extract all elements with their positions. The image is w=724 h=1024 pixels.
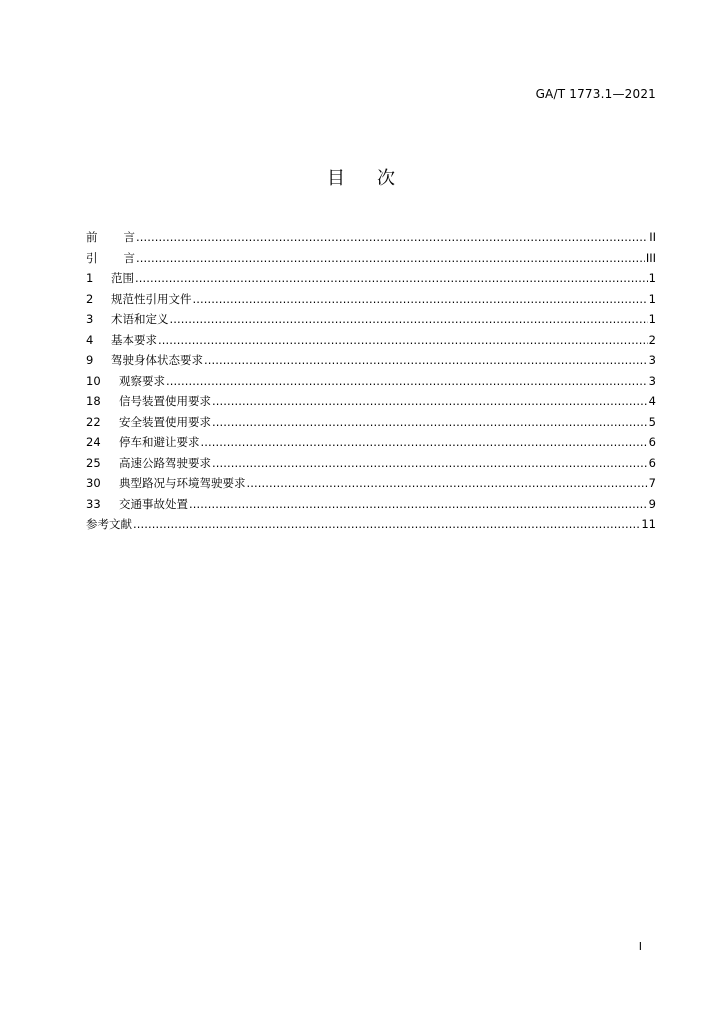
toc-entry-safety-devices[interactable] <box>86 415 656 436</box>
toc-entry-signal-devices[interactable] <box>86 394 656 415</box>
toc-entry-number: 1 <box>86 271 94 285</box>
toc-entry-number: 9 <box>86 353 94 367</box>
toc-entry-page: 9 <box>648 496 656 511</box>
toc-entry-normative-references[interactable] <box>86 292 656 313</box>
toc-title-first-char: 目 <box>327 168 347 189</box>
toc-entry-page: 5 <box>648 414 656 429</box>
toc-dot-leader <box>158 333 648 347</box>
toc-entry-label: 驾驶身体状态要求 <box>111 353 203 367</box>
toc-entry-label: 停车和避让要求 <box>119 435 200 449</box>
toc-entry-label: 观察要求 <box>119 373 165 388</box>
toc-entry-label: 信号装置使用要求 <box>119 394 211 408</box>
toc-dot-leader <box>204 353 648 367</box>
toc-dot-leader <box>133 517 640 531</box>
toc-dot-leader <box>189 497 648 511</box>
toc-entry-observation[interactable] <box>86 374 656 395</box>
toc-entry-introduction[interactable] <box>86 251 656 272</box>
document-code: GA/T 1773.1—2021 <box>535 87 656 101</box>
toc-entry-parking-yielding[interactable] <box>86 435 656 456</box>
toc-dot-leader <box>136 230 648 244</box>
toc-entry-bibliography[interactable] <box>86 517 656 538</box>
toc-entry-page: 2 <box>648 332 656 347</box>
toc-entry-number: 10 <box>86 373 101 388</box>
toc-entry-number: 3 <box>86 312 94 326</box>
toc-entry-label: 术语和定义 <box>111 312 169 326</box>
toc-entry-label: 高速公路驾驶要求 <box>119 455 211 470</box>
toc-entry-label: 范围 <box>111 271 134 285</box>
toc-title <box>0 164 724 190</box>
toc-entry-page: 11 <box>641 517 656 531</box>
toc-entry-label: 引 言 <box>86 250 135 265</box>
toc-entry-foreword[interactable] <box>86 230 656 251</box>
toc-title-second-char: 次 <box>377 168 397 189</box>
page-number: I <box>638 940 642 953</box>
toc-entry-page: 6 <box>648 435 656 449</box>
toc-dot-leader <box>170 312 648 326</box>
toc-entry-label: 基本要求 <box>111 332 157 347</box>
toc-dot-leader <box>212 456 648 470</box>
toc-entry-number: 25 <box>86 455 101 470</box>
toc-dot-leader <box>193 292 648 306</box>
toc-dot-leader <box>135 271 648 285</box>
toc-entry-page: 1 <box>648 312 656 326</box>
toc-entry-number: 4 <box>86 332 94 347</box>
toc-entry-label: 前 言 <box>86 230 135 244</box>
table-of-contents <box>86 230 656 538</box>
toc-entry-driver-physical-condition[interactable] <box>86 353 656 374</box>
toc-entry-page: III <box>645 250 656 265</box>
toc-entry-number: 18 <box>86 394 101 408</box>
toc-entry-expressway-driving[interactable] <box>86 456 656 477</box>
toc-dot-leader <box>136 251 645 265</box>
toc-entry-label: 参考文献 <box>86 517 132 531</box>
toc-entry-number: 2 <box>86 291 94 306</box>
toc-dot-leader <box>212 415 648 429</box>
toc-entry-number: 22 <box>86 414 101 429</box>
toc-entry-page: 3 <box>648 353 656 367</box>
toc-entry-page: II <box>649 230 656 244</box>
toc-entry-label: 规范性引用文件 <box>111 291 192 306</box>
toc-entry-terms-definitions[interactable] <box>86 312 656 333</box>
toc-entry-page: 1 <box>648 291 656 306</box>
toc-entry-basic-requirements[interactable] <box>86 333 656 354</box>
toc-dot-leader <box>247 476 648 490</box>
toc-entry-page: 6 <box>648 455 656 470</box>
toc-dot-leader <box>166 374 648 388</box>
toc-entry-scope[interactable] <box>86 271 656 292</box>
toc-entry-number: 30 <box>86 476 101 490</box>
toc-entry-page: 1 <box>648 271 656 285</box>
toc-entry-page: 3 <box>648 373 656 388</box>
toc-entry-page: 4 <box>648 394 656 408</box>
toc-entry-label: 典型路况与环境驾驶要求 <box>119 476 246 490</box>
toc-entry-label: 安全装置使用要求 <box>119 414 211 429</box>
toc-entry-number: 24 <box>86 435 101 449</box>
toc-dot-leader <box>201 435 648 449</box>
toc-entry-typical-road-conditions[interactable] <box>86 476 656 497</box>
toc-entry-accident-handling[interactable] <box>86 497 656 518</box>
toc-entry-page: 7 <box>648 476 656 490</box>
toc-entry-number: 33 <box>86 496 101 511</box>
toc-entry-label: 交通事故处置 <box>119 496 188 511</box>
toc-dot-leader <box>212 394 648 408</box>
